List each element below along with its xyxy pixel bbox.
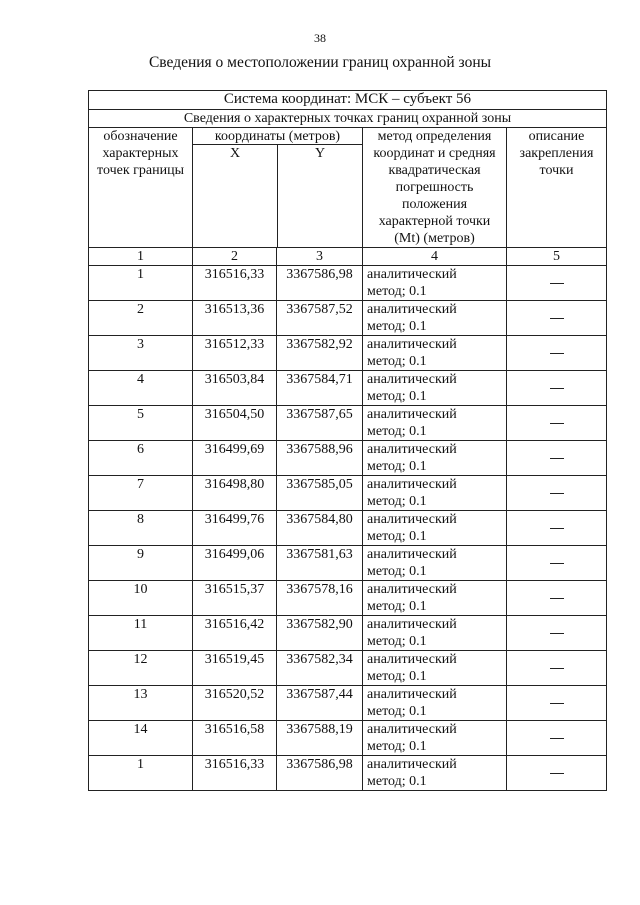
description-cell: [507, 616, 607, 651]
method-accuracy: метод; 0.1: [367, 319, 427, 334]
point-designation: 9: [89, 546, 193, 581]
dash-mark: [550, 353, 564, 354]
method-accuracy: метод; 0.1: [367, 424, 427, 439]
description-cell: [507, 371, 607, 406]
method-text: аналитический: [367, 477, 457, 492]
dash-mark: [550, 668, 564, 669]
coordinate-x: 316515,37: [193, 581, 277, 616]
method-accuracy: метод; 0.1: [367, 284, 427, 299]
method-text: аналитический: [367, 267, 457, 282]
table-row: [89, 651, 607, 686]
coordinate-x: 316498,80: [193, 476, 277, 511]
method-text: аналитический: [367, 652, 457, 667]
dash-mark: [550, 563, 564, 564]
method-cell: [363, 371, 507, 406]
coordinate-system-header: Система координат: МСК – субъект 56: [89, 91, 607, 110]
boundary-points-table: [88, 90, 607, 791]
method-accuracy: метод; 0.1: [367, 389, 427, 404]
method-text: аналитический: [367, 442, 457, 457]
method-cell: [363, 441, 507, 476]
method-text: аналитический: [367, 337, 457, 352]
point-designation: 14: [89, 721, 193, 756]
description-cell: [507, 476, 607, 511]
method-cell: [363, 721, 507, 756]
dash-mark: [550, 388, 564, 389]
coordinate-y: 3367582,92: [277, 336, 363, 371]
table-row: [89, 371, 607, 406]
table-row: [89, 406, 607, 441]
coordinate-x: 316520,52: [193, 686, 277, 721]
coordinate-y: 3367588,96: [277, 441, 363, 476]
description-cell: [507, 721, 607, 756]
coordinate-x: 316503,84: [193, 371, 277, 406]
coordinate-x: 316499,06: [193, 546, 277, 581]
point-designation: 12: [89, 651, 193, 686]
description-cell: [507, 301, 607, 336]
dash-mark: [550, 528, 564, 529]
method-cell: [363, 476, 507, 511]
point-designation: 7: [89, 476, 193, 511]
description-cell: [507, 546, 607, 581]
dash-mark: [550, 738, 564, 739]
point-designation: 4: [89, 371, 193, 406]
method-text: аналитический: [367, 722, 457, 737]
method-cell: [363, 581, 507, 616]
point-designation: 2: [89, 301, 193, 336]
description-cell: [507, 266, 607, 301]
coordinate-y: 3367585,05: [277, 476, 363, 511]
point-designation: 5: [89, 406, 193, 441]
coordinate-x: 316513,36: [193, 301, 277, 336]
method-accuracy: метод; 0.1: [367, 354, 427, 369]
coordinate-y: 3367587,52: [277, 301, 363, 336]
column-number: 4: [363, 248, 507, 266]
description-cell: [507, 756, 607, 791]
coordinate-y: 3367578,16: [277, 581, 363, 616]
method-text: аналитический: [367, 687, 457, 702]
method-text: аналитический: [367, 512, 457, 527]
description-cell: [507, 441, 607, 476]
dash-mark: [550, 773, 564, 774]
method-cell: [363, 406, 507, 441]
coordinate-system-row: [89, 91, 607, 110]
method-accuracy: метод; 0.1: [367, 494, 427, 509]
section-header: Сведения о характерных точках границ охранной зоны: [89, 110, 607, 128]
coordinate-x: 316499,76: [193, 511, 277, 546]
description-cell: [507, 406, 607, 441]
method-text: аналитический: [367, 617, 457, 632]
coordinate-y: 3367582,90: [277, 616, 363, 651]
coordinate-y: 3367588,19: [277, 721, 363, 756]
table-row: [89, 511, 607, 546]
method-text: аналитический: [367, 547, 457, 562]
point-designation: 13: [89, 686, 193, 721]
table-row: [89, 616, 607, 651]
coordinate-y: 3367584,80: [277, 511, 363, 546]
coordinate-y: 3367581,63: [277, 546, 363, 581]
method-cell: [363, 686, 507, 721]
point-designation: 3: [89, 336, 193, 371]
coordinate-x: 316516,33: [193, 756, 277, 791]
table-row: [89, 476, 607, 511]
column-number: 3: [277, 248, 363, 266]
table-row: [89, 441, 607, 476]
table-row: [89, 301, 607, 336]
dash-mark: [550, 493, 564, 494]
column-number: 1: [89, 248, 193, 266]
method-cell: [363, 511, 507, 546]
page-number: 38: [314, 31, 326, 45]
coordinate-x: 316512,33: [193, 336, 277, 371]
column-header-coordinates: [193, 128, 363, 248]
method-accuracy: метод; 0.1: [367, 564, 427, 579]
point-designation: 1: [89, 756, 193, 791]
method-accuracy: метод; 0.1: [367, 739, 427, 754]
point-designation: 1: [89, 266, 193, 301]
column-number: 2: [193, 248, 277, 266]
method-text: аналитический: [367, 372, 457, 387]
table-row: [89, 266, 607, 301]
method-accuracy: метод; 0.1: [367, 459, 427, 474]
dash-mark: [550, 598, 564, 599]
coordinate-y: 3367587,65: [277, 406, 363, 441]
column-number: 5: [507, 248, 607, 266]
coordinate-y: 3367582,34: [277, 651, 363, 686]
coordinate-y: 3367584,71: [277, 371, 363, 406]
coordinate-y: 3367587,44: [277, 686, 363, 721]
column-number-row: [89, 248, 607, 266]
method-text: аналитический: [367, 407, 457, 422]
method-text: аналитический: [367, 757, 457, 772]
method-accuracy: метод; 0.1: [367, 529, 427, 544]
table-row: [89, 546, 607, 581]
dash-mark: [550, 458, 564, 459]
coordinate-x: 316499,69: [193, 441, 277, 476]
section-header-row: [89, 110, 607, 128]
column-header-point: обозначение характерных точек границы: [89, 128, 193, 248]
coordinate-y: 3367586,98: [277, 756, 363, 791]
table-row: [89, 756, 607, 791]
point-designation: 10: [89, 581, 193, 616]
table-row: [89, 336, 607, 371]
description-cell: [507, 651, 607, 686]
coordinate-x: 316519,45: [193, 651, 277, 686]
column-header-method: метод определения координат и средняя квадратическая погрешность положения характерной точки (Mt) (метров): [363, 128, 507, 248]
column-header-description: описание закрепления точки: [507, 128, 607, 248]
method-accuracy: метод; 0.1: [367, 704, 427, 719]
method-cell: [363, 756, 507, 791]
description-cell: [507, 686, 607, 721]
table-row: [89, 581, 607, 616]
method-accuracy: метод; 0.1: [367, 774, 427, 789]
method-text: аналитический: [367, 302, 457, 317]
description-cell: [507, 581, 607, 616]
coordinate-x: 316516,58: [193, 721, 277, 756]
dash-mark: [550, 703, 564, 704]
point-designation: 8: [89, 511, 193, 546]
coordinate-x: 316516,33: [193, 266, 277, 301]
method-text: аналитический: [367, 582, 457, 597]
coordinate-x: 316504,50: [193, 406, 277, 441]
description-cell: [507, 511, 607, 546]
dash-mark: [550, 633, 564, 634]
dash-mark: [550, 283, 564, 284]
method-cell: [363, 651, 507, 686]
coordinate-x: 316516,42: [193, 616, 277, 651]
document-title: Сведения о местоположении границ охранной зоны: [148, 54, 492, 71]
table-row: [89, 721, 607, 756]
column-header-y: Y: [314, 146, 326, 161]
column-header-x: X: [193, 145, 278, 247]
column-header-row: [89, 128, 607, 248]
dash-mark: [550, 318, 564, 319]
point-designation: 11: [89, 616, 193, 651]
dash-mark: [550, 423, 564, 424]
method-cell: [363, 616, 507, 651]
method-accuracy: метод; 0.1: [367, 634, 427, 649]
description-cell: [507, 336, 607, 371]
table-row: [89, 686, 607, 721]
method-cell: [363, 546, 507, 581]
method-accuracy: метод; 0.1: [367, 669, 427, 684]
coordinates-title: координаты (метров): [193, 128, 362, 145]
method-cell: [363, 336, 507, 371]
coordinate-y: 3367586,98: [277, 266, 363, 301]
method-cell: [363, 266, 507, 301]
method-cell: [363, 301, 507, 336]
method-accuracy: метод; 0.1: [367, 599, 427, 614]
point-designation: 6: [89, 441, 193, 476]
